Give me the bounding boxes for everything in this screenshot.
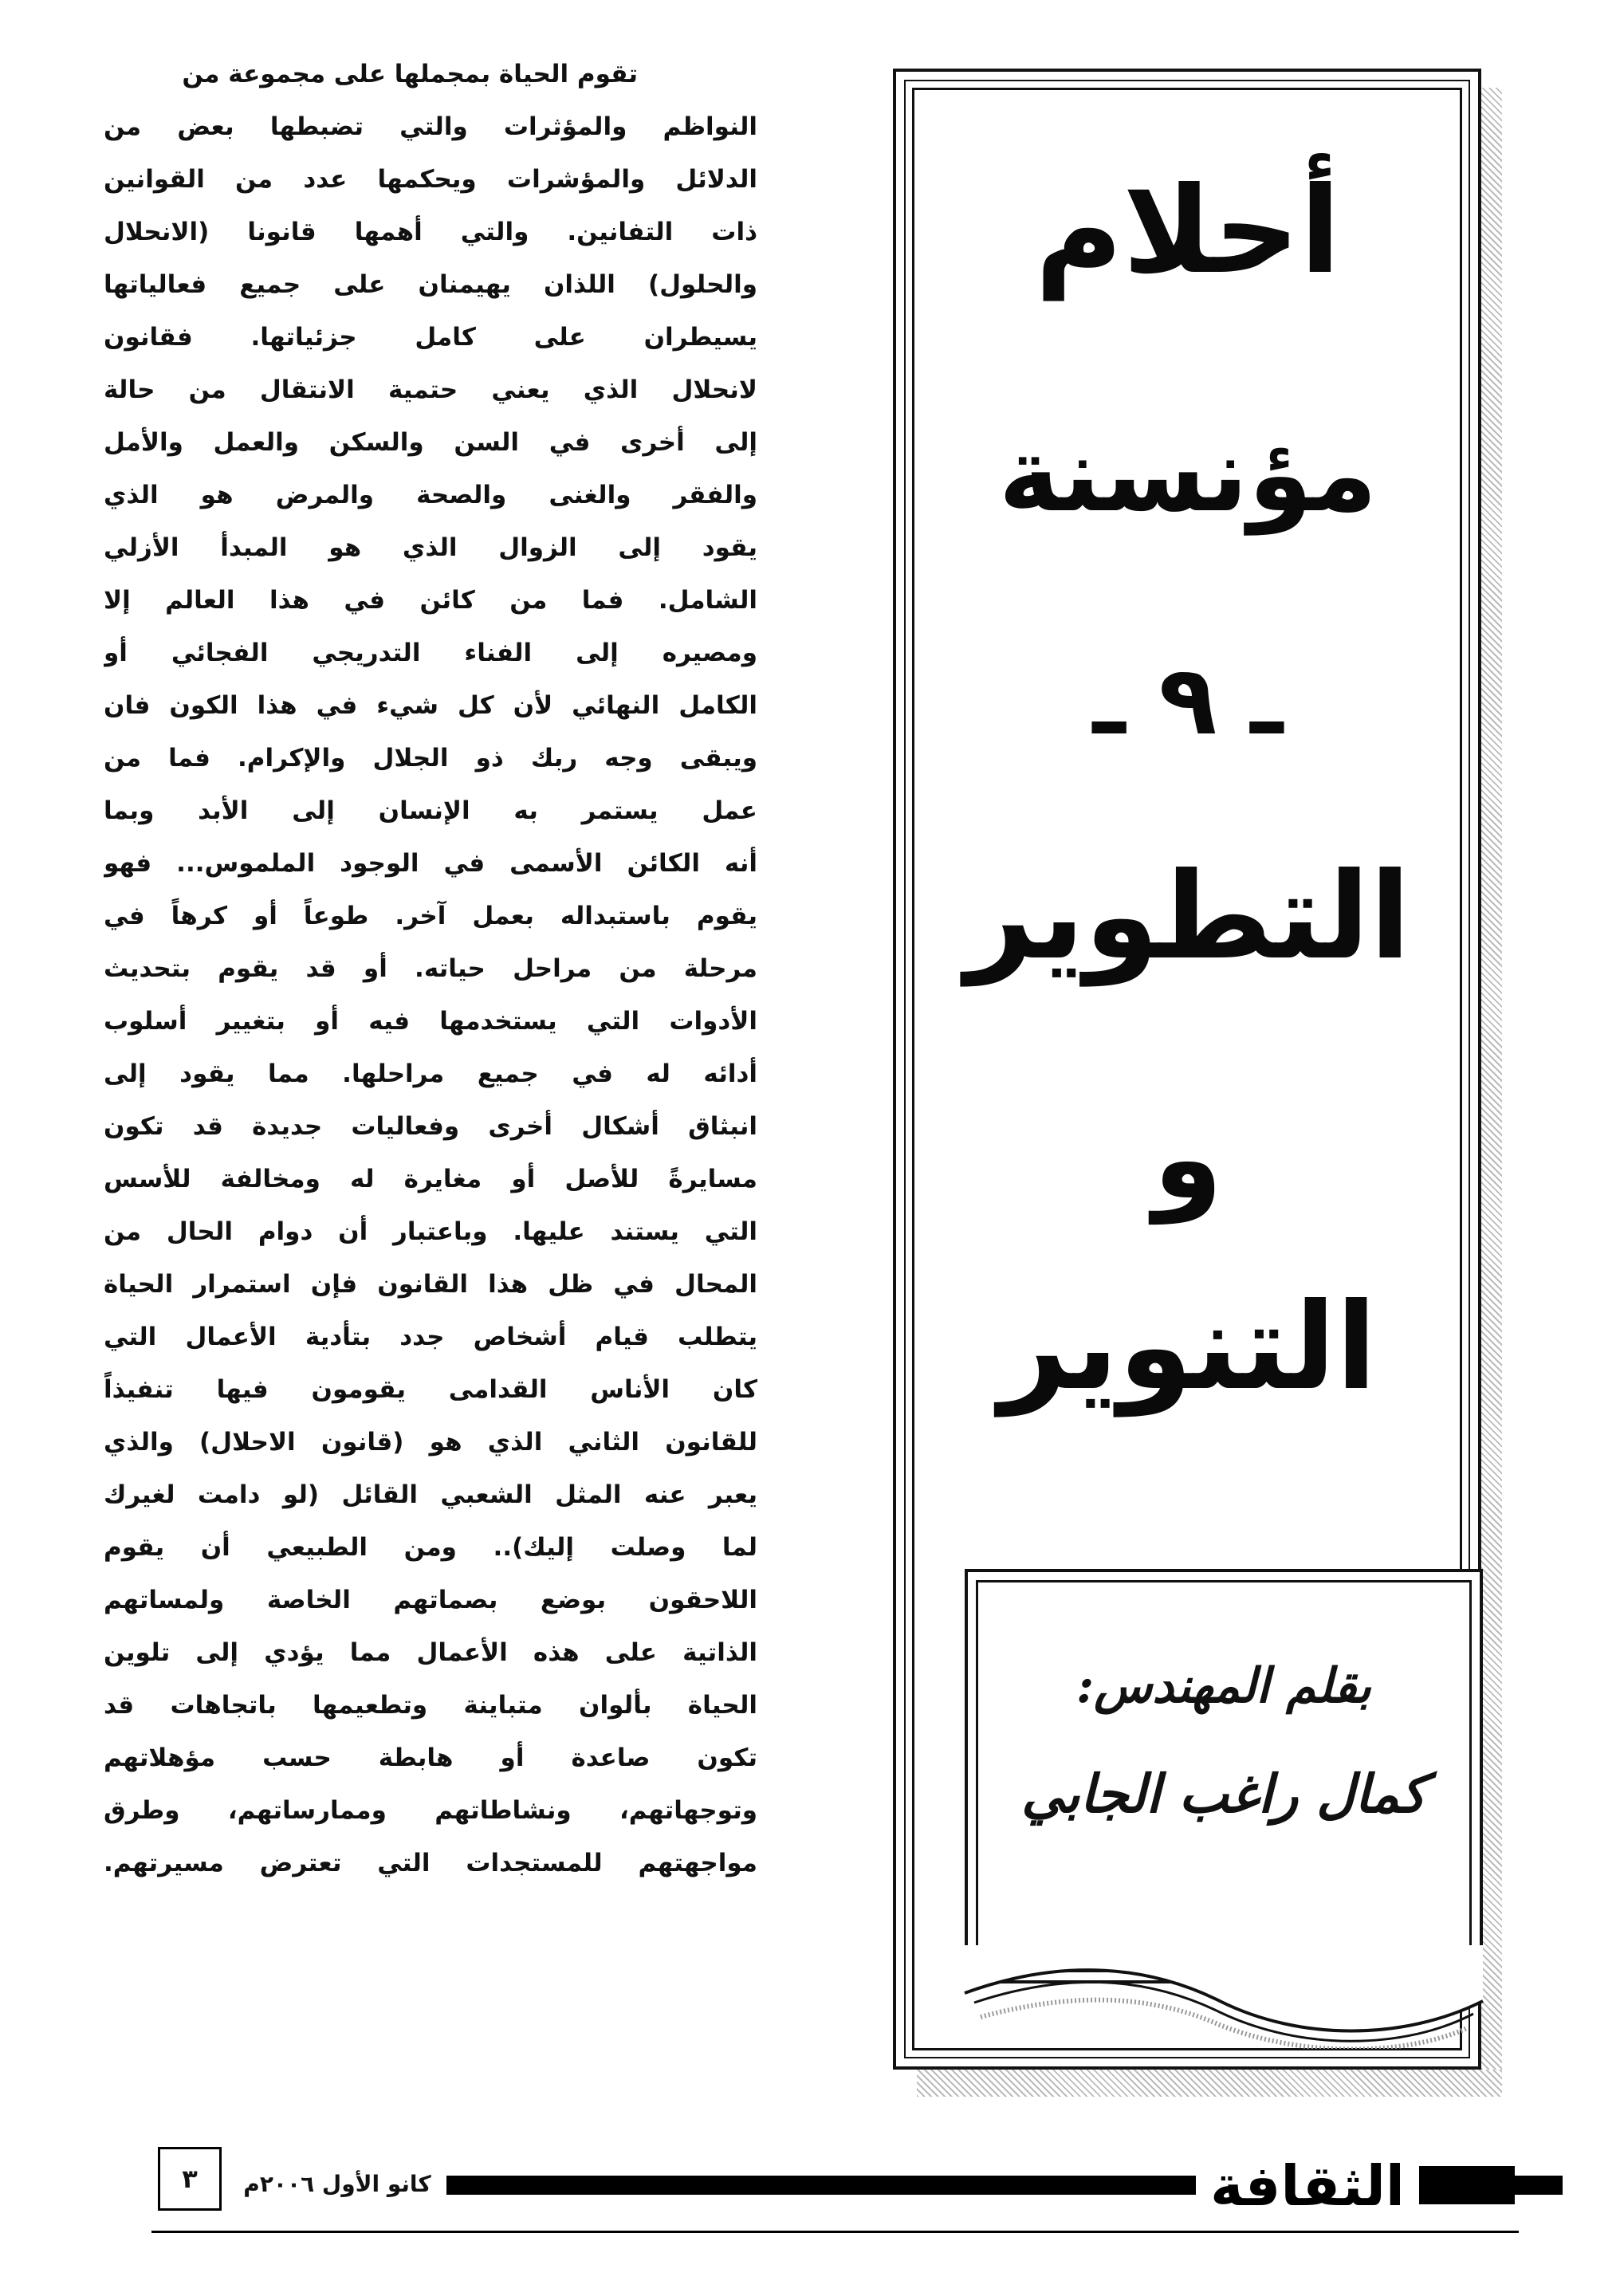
article-line: مواجهتهم للمستجدات التي تعترض مسيرتهم. [104, 1849, 757, 1877]
article-line: تكون صاعدة أو هابطة حسب مؤهلاتهم [104, 1744, 757, 1772]
frame-shadow-bottom [917, 2070, 1502, 2097]
article-line: والحلول) اللذان يهيمنان على جميع فعالياتها [104, 270, 757, 299]
article-line: يقوم باستبداله بعمل آخر. طوعاً أو كرهاً في [104, 902, 757, 930]
article-line: أنه الكائن الأسمى في الوجود الملموس... فهو [104, 849, 757, 878]
article-line: إلى أخرى في السن والسكن والعمل والأمل [104, 428, 757, 457]
author-name: كمال راغب الجابي [1021, 1763, 1426, 1825]
article-line: التي يستند عليها. وباعتبار أن دوام الحال من [104, 1217, 757, 1246]
article-line: الذاتية على هذه الأعمال مما يؤدي إلى تلوين [104, 1638, 757, 1667]
article-line: يعبر عنه المثل الشعبي القائل (لو دامت لغيرك [104, 1480, 757, 1509]
title-word-wa: و [1153, 1095, 1223, 1225]
footer-brand-bar [1419, 2166, 1515, 2204]
article-line: يقود إلى الزوال الذي هو المبدأ الأزلي [104, 533, 757, 562]
page-number: ٣ [158, 2147, 222, 2211]
title-word-altatweer: التطوير [965, 847, 1411, 986]
article-line: تقوم الحياة بمجملها على مجموعة من [182, 60, 638, 88]
author-label: بقلم المهندس: [1075, 1658, 1372, 1714]
footer-rule [151, 2231, 1519, 2233]
title-word-ahlam: أحلام [1035, 162, 1341, 301]
article-line: عمل يستمر به الإنسان إلى الأبد وبما [104, 796, 757, 825]
article-line: للقانون الثاني الذي هو (قانون الاحلال) والذي [104, 1428, 757, 1457]
article-line: لانحلال الذي يعني حتمية الانتقال من حالة [104, 375, 757, 404]
title-episode-number: ـ ٩ ـ [1092, 646, 1284, 757]
article-line: النواظم والمؤثرات والتي تضبطها بعض من [104, 112, 757, 141]
article-line: ذات التفانين. والتي أهمها قانونا (الانحلال [104, 218, 757, 246]
article-line: مرحلة من مراحل حياته. أو قد يقوم بتحديث [104, 954, 757, 983]
author-box-wave [957, 1945, 1491, 2049]
article-line: مسايرةً للأصل أو مغايرة له ومخالفة للأسس [104, 1165, 757, 1193]
article-line: الدلائل والمؤشرات ويحكمها عدد من القوانين [104, 165, 757, 194]
article-line: ومصيره إلى الفناء التدريجي الفجائي أو [104, 639, 757, 667]
article-line: وتوجهاتهم، ونشاطاتهم وممارساتهم، وطرق [104, 1796, 757, 1825]
article-line: والفقر والغنى والصحة والمرض هو الذي [104, 481, 757, 509]
article-line: الأدوات التي يستخدمها فيه أو بتغيير أسلوب [104, 1007, 757, 1036]
article-line: انبثاق أشكال أخرى وفعاليات جديدة قد تكون [104, 1112, 757, 1141]
article-line: الشامل. فما من كائن في هذا العالم إلا [104, 586, 757, 615]
article-line: كان الأناس القدامى يقومون فيها تنفيذاً [104, 1375, 757, 1404]
article-line: اللاحقون بوضع بصماتهم الخاصة ولمساتهم [104, 1586, 757, 1614]
article-body [104, 48, 757, 2105]
article-line: أدائه له في جميع مراحلها. مما يقود إلى [104, 1060, 757, 1088]
article-line: المحال في ظل هذا القانون فإن استمرار الحياة [104, 1270, 757, 1299]
article-line: الحياة بألوان متباينة وتطعيمها باتجاهات قد [104, 1691, 757, 1720]
frame-shadow [1481, 88, 1502, 2097]
article-line: يسيطران على كامل جزئياتها. فقانون [104, 323, 757, 352]
article-line: يتطلب قيام أشخاص جدد بتأدية الأعمال التي [104, 1323, 757, 1351]
article-line: لما وصلت إليك).. ومن الطبيعي أن يقوم [104, 1533, 757, 1562]
title-word-muansana: مؤنسنة [998, 414, 1378, 535]
issue-date: كانو الأول ٢٠٠٦م [230, 2156, 445, 2212]
article-line: الكامل النهائي لأن كل شيء في هذا الكون فان [104, 691, 757, 720]
article-line: ويبقى وجه ربك ذو الجلال والإكرام. فما من [104, 744, 757, 773]
title-word-altanweer: التنوير [999, 1278, 1377, 1417]
magazine-brand: الثقافة [1196, 2146, 1419, 2226]
